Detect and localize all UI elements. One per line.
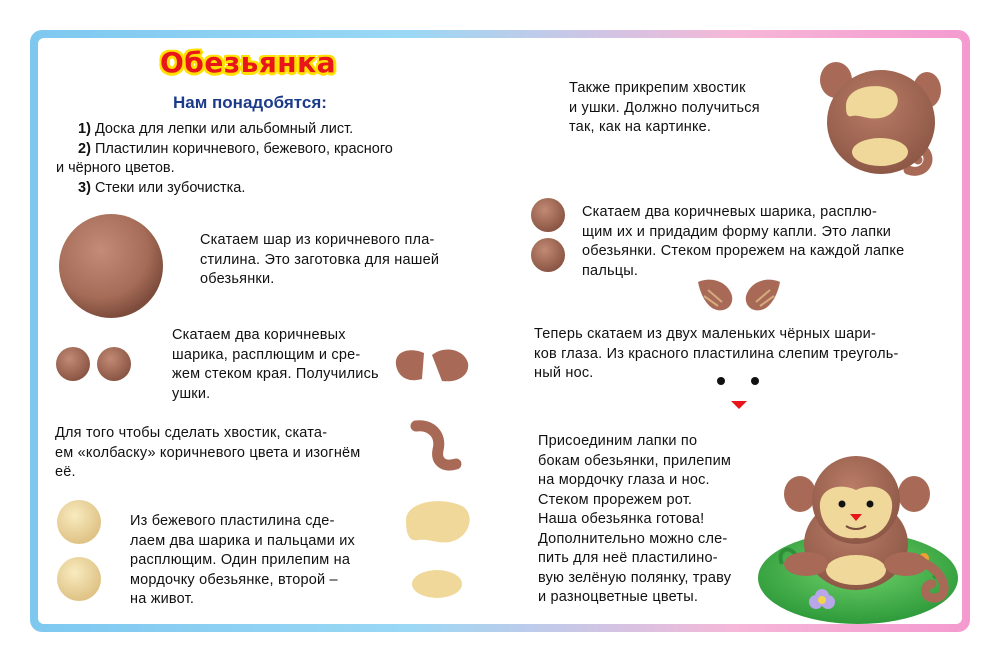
tail-image <box>408 420 468 475</box>
brown-ball-image <box>56 212 166 320</box>
eyes-nose-image <box>715 375 765 415</box>
monkey-body-image <box>816 50 946 190</box>
step-tail-text: Для того чтобы сделать хвостик, ската- ем «колбаску» коричневого цвета и изогнём её. <box>55 425 361 480</box>
step-final-text: Присоединим лапки по бокам обезьянки, прилепим на мордочку глаза и нос. Стеком прорежем рот. Наша обезьянка готова! Дополнительно можно сле- пить для неё пластилино- вую зелёную полянку, траву и разноцветные цветы. <box>538 433 732 605</box>
paws-image <box>694 276 784 316</box>
list-item: 1) Доска для лепки или альбомный лист. <box>78 121 354 137</box>
list-item: и чёрного цветов. <box>56 160 175 176</box>
page-title: Обезьянка <box>160 46 337 79</box>
flat-beige-pieces-image <box>400 498 475 603</box>
step-ball-text: Скатаем шар из коричневого пла- стилина. Это заготовка для нашей обезьянки. <box>200 232 440 287</box>
list-item: 2) Пластилин коричневого, бежевого, красного <box>78 140 393 157</box>
step-eyes-text: Теперь скатаем из двух маленьких чёрных шари- ков глаза. Из красного пластилина слепим треуголь- ный нос. <box>534 326 899 381</box>
step-paws-text: Скатаем два коричневых шарика, расплю- щим их и придадим форму капли. Это лапки обезьянки. Стеком прорежем на каждой лапке пальцы. <box>582 204 905 279</box>
materials-heading: Нам понадобятся: <box>173 93 327 112</box>
finished-monkey-image <box>756 448 961 628</box>
step-beige-text: Из бежевого пластилина сде- лаем два шарика и пальцами их расплющим. Один прилепим на мордочку обезьянке, второй – на живот. <box>130 513 355 607</box>
materials-list <box>56 120 466 198</box>
brown-balls-image <box>55 345 135 385</box>
list-item: 3) Стеки или зубочистка. <box>78 179 246 196</box>
step-attach-tail-text: Также прикрепим хвостик и ушки. Должно получиться так, как на картинке. <box>569 80 760 135</box>
step-ears-text: Скатаем два коричневых шарика, расплющим и сре- жем стеком края. Получились ушки. <box>172 327 379 402</box>
brown-balls-image <box>529 197 569 277</box>
ears-image <box>392 345 472 385</box>
beige-balls-image <box>55 497 105 605</box>
